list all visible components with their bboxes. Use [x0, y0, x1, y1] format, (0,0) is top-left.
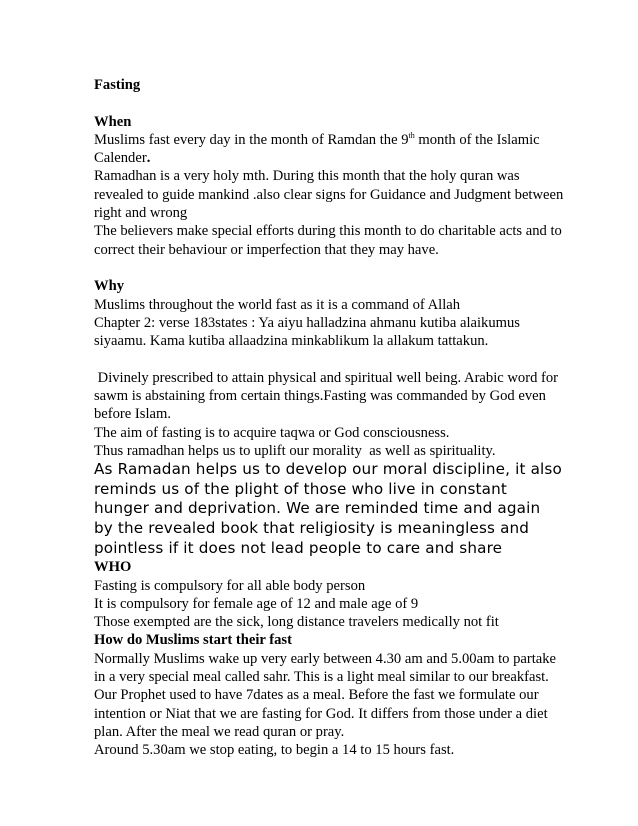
blank-line: [94, 94, 564, 112]
when-paragraph-2: Ramadhan is a very holy mth. During this month that the holy quran was revealed to guide mankind .also clear signs for Guidance and Judgment between right and wrong: [94, 168, 564, 222]
when-line1-text-a: Muslims fast every day in the month of Ramdan the 9: [94, 131, 409, 148]
ordinal-superscript: th: [408, 130, 415, 140]
why-paragraph-5: Thus ramadhan helps us to uplift our morality as well as spirituality.: [94, 442, 496, 459]
when-line1-period: .: [146, 150, 151, 167]
when-paragraph-1: [94, 131, 564, 168]
who-line-1: Fasting is compulsory for all able body person: [94, 577, 366, 594]
why-paragraph-3: Divinely prescribed to attain physical and spiritual well being. Arabic word for sawm is abstaining from certain things.Fasting was commanded by God even before Islam.: [94, 369, 562, 423]
start-heading: How do Muslims start their fast: [94, 632, 292, 649]
start-paragraph-2: Around 5.30am we stop eating, to begin a 14 to 15 hours fast.: [94, 742, 455, 759]
document-page: [94, 76, 564, 759]
why-paragraph-2: Chapter 2: verse 183states : Ya aiyu halladzina ahmanu kutiba alaikumus siyaamu. Kama kutiba allaadzina minkablikum la allakum tattakun.: [94, 314, 520, 350]
blank-line: [94, 350, 564, 368]
who-heading: WHO: [94, 559, 132, 576]
who-line-3: Those exempted are the sick, long distance travelers medically not fit: [94, 614, 499, 631]
who-line-2: It is compulsory for female age of 12 and male age of 9: [94, 595, 419, 612]
document-title: Fasting: [94, 77, 141, 93]
start-paragraph-1: Normally Muslims wake up very early between 4.30 am and 5.00am to partake in a very special meal called sahr. This is a light meal similar to our breakfast. Our Prophet used to have 7dates as a meal. Before the fast we formulate our intention or Niat that we are fasting for God. It differs from those under a diet plan. After the meal we read quran or pray.: [94, 650, 557, 740]
why-paragraph-4: The aim of fasting is to acquire taqwa or God consciousness.: [94, 424, 450, 441]
why-heading: Why: [94, 278, 125, 295]
why-paragraph-1: Muslims throughout the world fast as it is a command of Allah: [94, 296, 461, 313]
blank-line: [94, 259, 564, 277]
when-paragraph-3: The believers make special efforts during this month to do charitable acts and to correct their behaviour or imperfection that they may have.: [94, 223, 562, 258]
when-heading: When: [94, 113, 132, 130]
why-paragraph-6: As Ramadan helps us to develop our moral discipline, it also reminds us of the plight of those who live in constant hunger and deprivation. We are reminded time and again by the revealed book that religiosity is meaningless and pointless if it does not lead people to care and share: [94, 460, 562, 557]
when-line1-text-b: month of the Islamic Calender: [94, 131, 540, 167]
